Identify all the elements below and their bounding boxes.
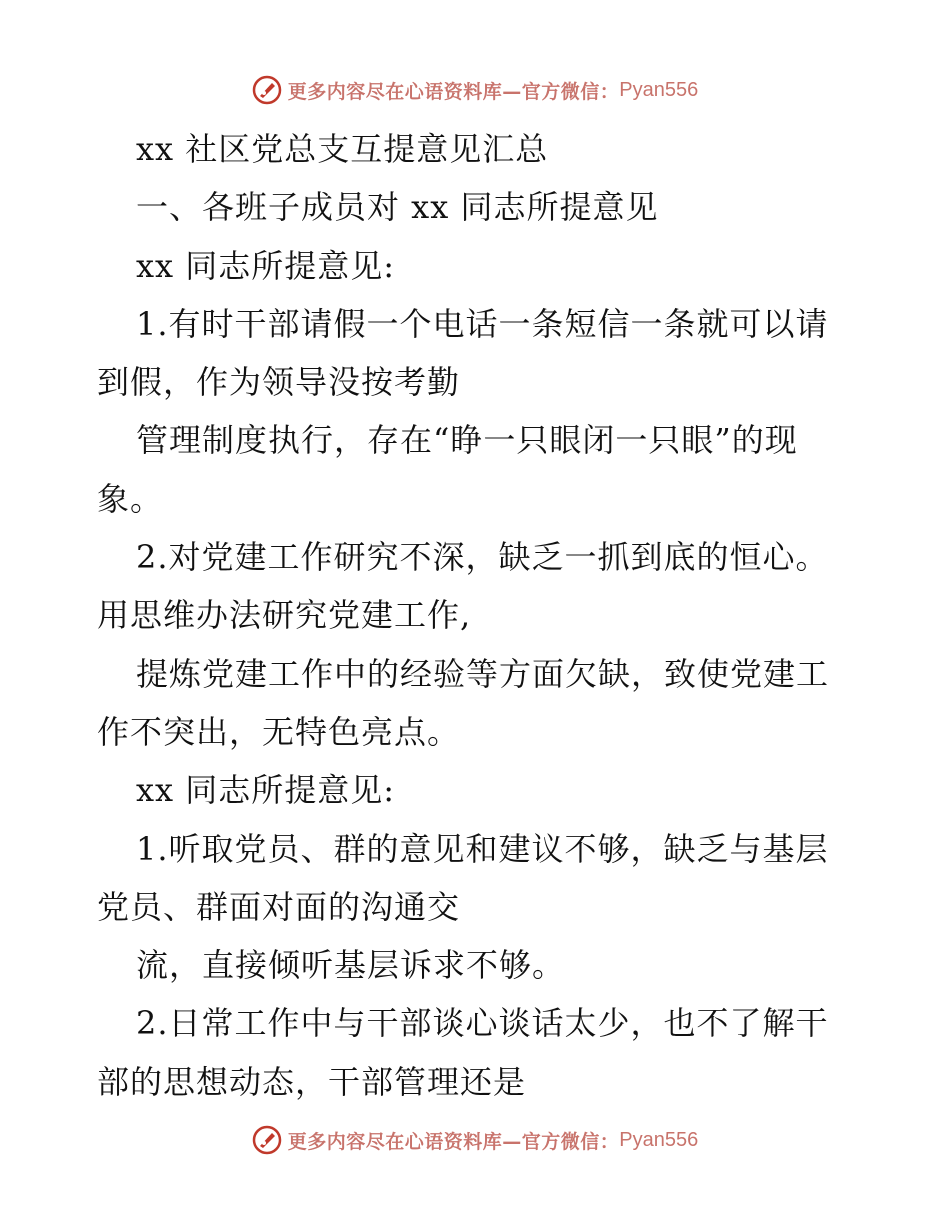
document-line: 到假，作为领导没按考勤 [97,363,461,402]
document-line: xx 同志所提意见: [136,771,396,810]
document-line: 党员、群面对面的沟通交 [97,887,461,926]
pen-logo-icon [252,1125,282,1155]
watermark-text: 更多内容尽在心语资料库—官方微信： [287,80,620,103]
document-line: 流，直接倾听基层诉求不够。 [136,946,566,985]
document-line: 一、各班子成员对 xx 同志所提意见 [136,188,659,227]
document-line: 2.对党建工作研究不深，缺乏一抓到底的恒心。 [136,538,829,577]
watermark-wechat-id: Pyan556 [619,78,699,101]
watermark-text: 更多内容尽在心语资料库—官方微信： [287,1130,620,1153]
document-line: 提炼党建工作中的经验等方面欠缺，致使党建工 [136,654,830,693]
document-body [97,120,857,1111]
document-line: 1.有时干部请假一个电话一条短信一条就可以请 [136,304,829,343]
watermark-wechat-id: Pyan556 [619,1128,699,1151]
footer-watermark [0,1120,950,1160]
pen-logo-icon [252,75,282,105]
document-line: 1.听取党员、群的意见和建议不够，缺乏与基层 [136,829,829,868]
header-watermark [0,70,950,110]
document-line: 用思维办法研究党建工作, [97,596,472,635]
document-line: 2.日常工作中与干部谈心谈话太少，也不了解干 [136,1004,829,1043]
document-line: 部的思想动态，干部管理还是 [97,1062,527,1101]
document-line: 作不突出，无特色亮点。 [97,712,461,751]
document-line: 象。 [97,479,164,518]
document-line: 管理制度执行，存在“睁一只眼闭一只眼”的现 [136,421,798,460]
document-line: xx 社区党总支互提意见汇总 [136,130,549,168]
document-line: xx 同志所提意见: [136,246,396,285]
